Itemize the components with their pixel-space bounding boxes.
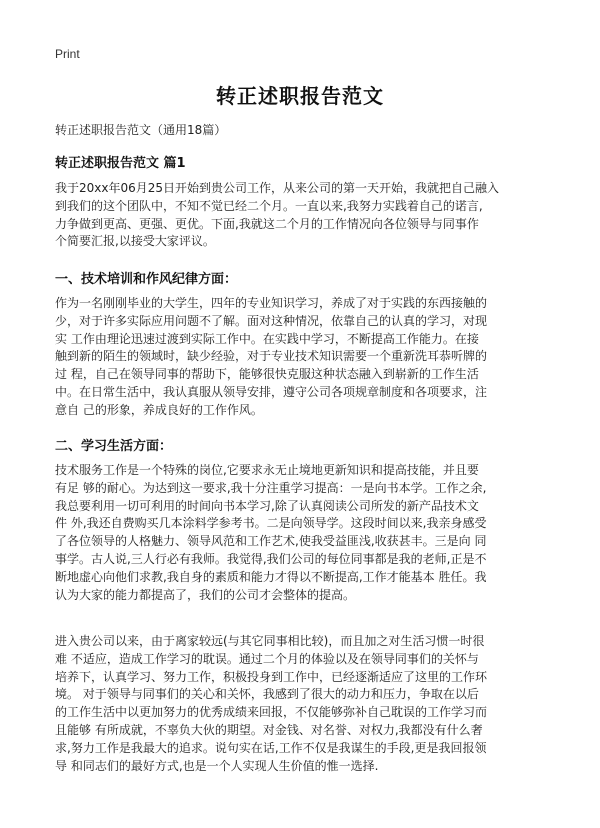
paragraph-line: 个简要汇报,以接受大家评议。 <box>55 234 215 249</box>
paragraph-line: 境。 对于领导与同事们的关心和关怀，我感到了很大的动力和压力，争取在以后 <box>55 687 479 702</box>
paragraph-line: 作为一名刚刚毕业的大学生，四年的专业知识学习，养成了对于实践的东西接触的 <box>55 296 488 310</box>
paragraph-line: 培养下，认真学习、努力工作，积极投身到工作中，已经逐渐适应了这里的工作环 <box>55 669 488 684</box>
paragraph-line: 力争做到更高、更强、更优。下面,我就这二个月的工作情况向各位领导与同事作 <box>55 216 479 231</box>
paragraph-line: 少，对于许多实际应用问题不了解。面对这种情况，依靠自己的认真的学习，对现 <box>55 313 488 328</box>
training-paragraph <box>55 295 549 420</box>
print-label: Print <box>55 47 80 61</box>
intro-paragraph <box>55 180 549 251</box>
paragraph-line: 我于20xx年06月25日开始到贵公司工作，从来公司的第一天开始，我就把自己融入 <box>55 181 500 195</box>
section-heading-training: 一、技术培训和作风纪律方面： <box>55 272 238 287</box>
paragraph-line: 到我们的这个团队中，不知不觉已经二个月。一直以来,我努力实践着自己的诺言, <box>55 198 483 213</box>
adaptation-paragraph <box>55 633 549 775</box>
study-paragraph <box>55 462 549 604</box>
paragraph-line: 进入贵公司以来，由于离家较远(与其它同事相比较)，而且加之对生活习惯一时很 <box>55 634 485 648</box>
paragraph-line: 实 工作由理论迅速过渡到实际工作中。在实践中学习，不断提高工作能力。在接 <box>55 331 479 346</box>
paragraph-line: 件 外,我还自费购买几本涂料学参考书。二是向领导学。这段时间以来,我亲身感受 <box>55 516 487 531</box>
paragraph-line: 有足 够的耐心。为达到这一要求,我十分注重学习提高：一是向书本学。工作之余, <box>55 480 487 495</box>
paragraph-line: 触到新的陌生的领域时，缺少经验，对于专业技术知识需要一个重新洗耳恭听牌的 <box>55 349 488 364</box>
paragraph-line: 中。在日常生活中，我认真服从领导安排，遵守公司各项规章制度和各项要求，注 <box>55 384 488 399</box>
paragraph-line: 且能够 有所成就，不辜负大伙的期望。对金钱、对名誉、对权力,我都没有什么奢 <box>55 722 483 737</box>
section-heading-study: 二、学习生活方面： <box>55 439 173 454</box>
paragraph-line: 认为大家的能力都提高了，我们的公司才会整体的提高。 <box>55 587 356 602</box>
paragraph-line: 了各位领导的人格魅力、领导风范和工作艺术,使我受益匪浅,收获甚丰。三是向 同 <box>55 534 487 549</box>
paragraph-line: 的工作生活中以更加努力的优秀成绩来回报，不仅能够弥补自己耽误的工作学习而 <box>55 705 488 720</box>
paragraph-line: 难 不适应，造成工作学习的耽误。通过二个月的体验以及在领导同事们的关怀与 <box>55 651 479 666</box>
paragraph-line: 过 程，自己在领导同事的帮助下，能够很快克服这种状态融入到崭新的工作生活 <box>55 367 479 382</box>
paragraph-line: 导 和同志们的最好方式,也是一个人实现人生价值的惟一选择. <box>55 758 379 773</box>
paragraph-line: 断地虚心向他们求教,我自身的素质和能力才得以不断提高,工作才能基本 胜任。我 <box>55 569 487 584</box>
paragraph-line: 我总要利用一切可利用的时间向书本学习,除了认真阅读公司所发的新产品技术文 <box>55 498 479 513</box>
page-title: 转正述职报告范文 <box>216 84 384 108</box>
document-subtitle: 转正述职报告范文（通用18篇） <box>55 123 227 137</box>
piece-heading: 转正述职报告范文 篇1 <box>55 156 186 171</box>
paragraph-line: 求,努力工作是我最大的追求。说句实在话,工作不仅是我谋生的手段,更是我回报领 <box>55 740 487 755</box>
paragraph-line: 意自 己的形象，养成良好的工作作风。 <box>55 402 263 417</box>
paragraph-line: 事学。古人说,三人行必有我师。我觉得,我们公司的每位同事都是我的老师,正是不 <box>55 551 487 566</box>
paragraph-line: 技术服务工作是一个特殊的岗位,它要求永无止境地更新知识和提高技能，并且要 <box>55 463 479 477</box>
